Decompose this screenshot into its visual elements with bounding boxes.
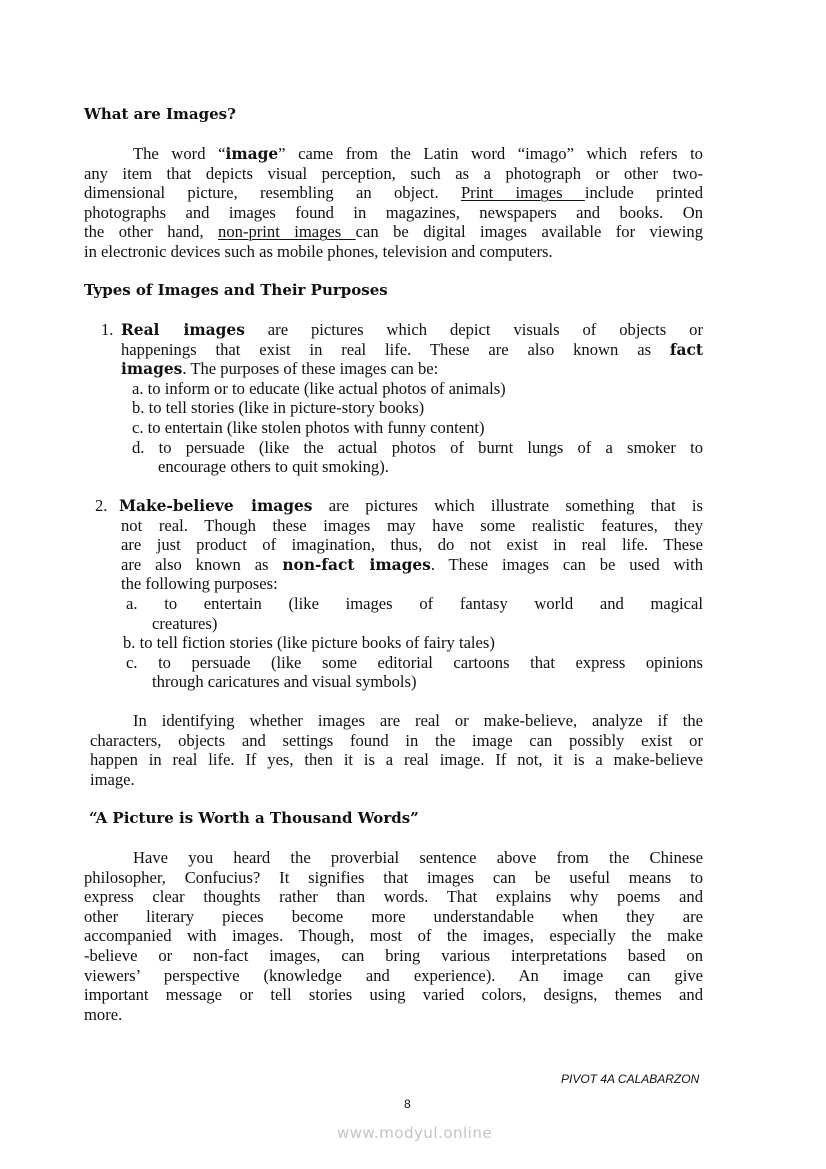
- text-line: The word “image” came from the Latin word “imago” which refers to: [133, 144, 703, 163]
- list-item-real-images: [101, 320, 703, 477]
- watermark: www.modyul.online: [337, 1124, 493, 1142]
- page-number: 8: [404, 1097, 411, 1111]
- text-line: In identifying whether images are real or make-believe, analyze if the: [133, 711, 703, 730]
- text-line: are also known as non-fact images. These images can be used with: [121, 554, 703, 574]
- purpose-item: b. to tell fiction stories (like picture books of fairy tales): [123, 633, 495, 653]
- heading-types-of-images: Types of Images and Their Purposes: [84, 281, 388, 299]
- text-line: in electronic devices such as mobile phones, television and computers.: [84, 241, 553, 261]
- text-line: any item that depicts visual perception, such as a photograph or other two-: [84, 163, 703, 183]
- text-line: important message or tell stories using varied colors, designs, themes and: [84, 985, 703, 1005]
- text-line: happenings that exist in real life. These are also known as fact: [121, 339, 703, 359]
- list-number: 2.: [95, 496, 108, 515]
- purpose-item-continuation: encourage others to quit smoking).: [158, 457, 389, 477]
- text-line: Have you heard the proverbial sentence above from the Chinese: [133, 848, 703, 867]
- text-line: philosopher, Confucius? It signifies that images can be useful means to: [84, 867, 703, 887]
- text-line: express clear thoughts rather than words. That explains why poems and: [84, 887, 703, 907]
- purpose-item: c. to persuade (like some editorial cartoons that express opinions: [126, 652, 703, 672]
- text-line: images. The purposes of these images can be:: [121, 359, 439, 379]
- footer-label: PIVOT 4A CALABARZON: [561, 1072, 700, 1086]
- paragraph-image-definition: [84, 144, 703, 262]
- purpose-item: a. to inform or to educate (like actual photos of animals): [132, 378, 506, 398]
- text-line: the other hand, non-print images can be digital images available for viewing: [84, 222, 703, 242]
- heading-picture-worth-thousand-words: “A Picture is Worth a Thousand Words”: [89, 809, 419, 827]
- term-non-print-images: non-print images: [218, 222, 356, 242]
- text-line: dimensional picture, resembling an object. Print images include printed: [84, 183, 703, 203]
- text-line: more.: [84, 1004, 123, 1024]
- list-item-make-believe-images: [95, 496, 703, 692]
- text-line: characters, objects and settings found in the image can possibly exist or: [90, 730, 703, 750]
- text-line: the following purposes:: [121, 574, 278, 594]
- text-line: not real. Though these images may have some realistic features, they: [121, 515, 703, 535]
- purpose-list: [132, 379, 703, 477]
- text-line: are just product of imagination, thus, do not exist in real life. These: [121, 535, 703, 555]
- text-line: Make-believe images are pictures which illustrate something that is: [119, 496, 703, 515]
- purpose-item: d. to persuade (like the actual photos of burnt lungs of a smoker to: [132, 437, 703, 457]
- text-line: -believe or non-fact images, can bring various interpretations based on: [84, 945, 703, 965]
- purpose-item: b. to tell stories (like in picture-story books): [132, 398, 425, 418]
- text-line: accompanied with images. Though, most of the images, especially the make: [84, 926, 703, 946]
- text-line: happen in real life. If yes, then it is a real image. If not, it is a make-believe: [90, 750, 703, 770]
- text-line: image.: [90, 769, 135, 789]
- purpose-item-continuation: creatures): [152, 613, 218, 633]
- text-line: viewers’ perspective (knowledge and experience). An image can give: [84, 965, 703, 985]
- purpose-list: [123, 593, 703, 692]
- purpose-item: a. to entertain (like images of fantasy world and magical: [126, 593, 703, 613]
- heading-what-are-images: What are Images?: [84, 105, 236, 123]
- purpose-item: c. to entertain (like stolen photos with funny content): [132, 417, 485, 437]
- text-line: Real images are pictures which depict visuals of objects or: [121, 320, 703, 339]
- purpose-item-continuation: through caricatures and visual symbols): [152, 672, 417, 692]
- paragraph-identifying-images: [90, 711, 703, 789]
- paragraph-confucius: [84, 848, 703, 1024]
- term-print-images: Print images: [460, 183, 585, 203]
- list-number: 1.: [101, 320, 114, 339]
- text-line: photographs and images found in magazines, newspapers and books. On: [84, 202, 703, 222]
- text-line: other literary pieces become more understandable when they are: [84, 906, 703, 926]
